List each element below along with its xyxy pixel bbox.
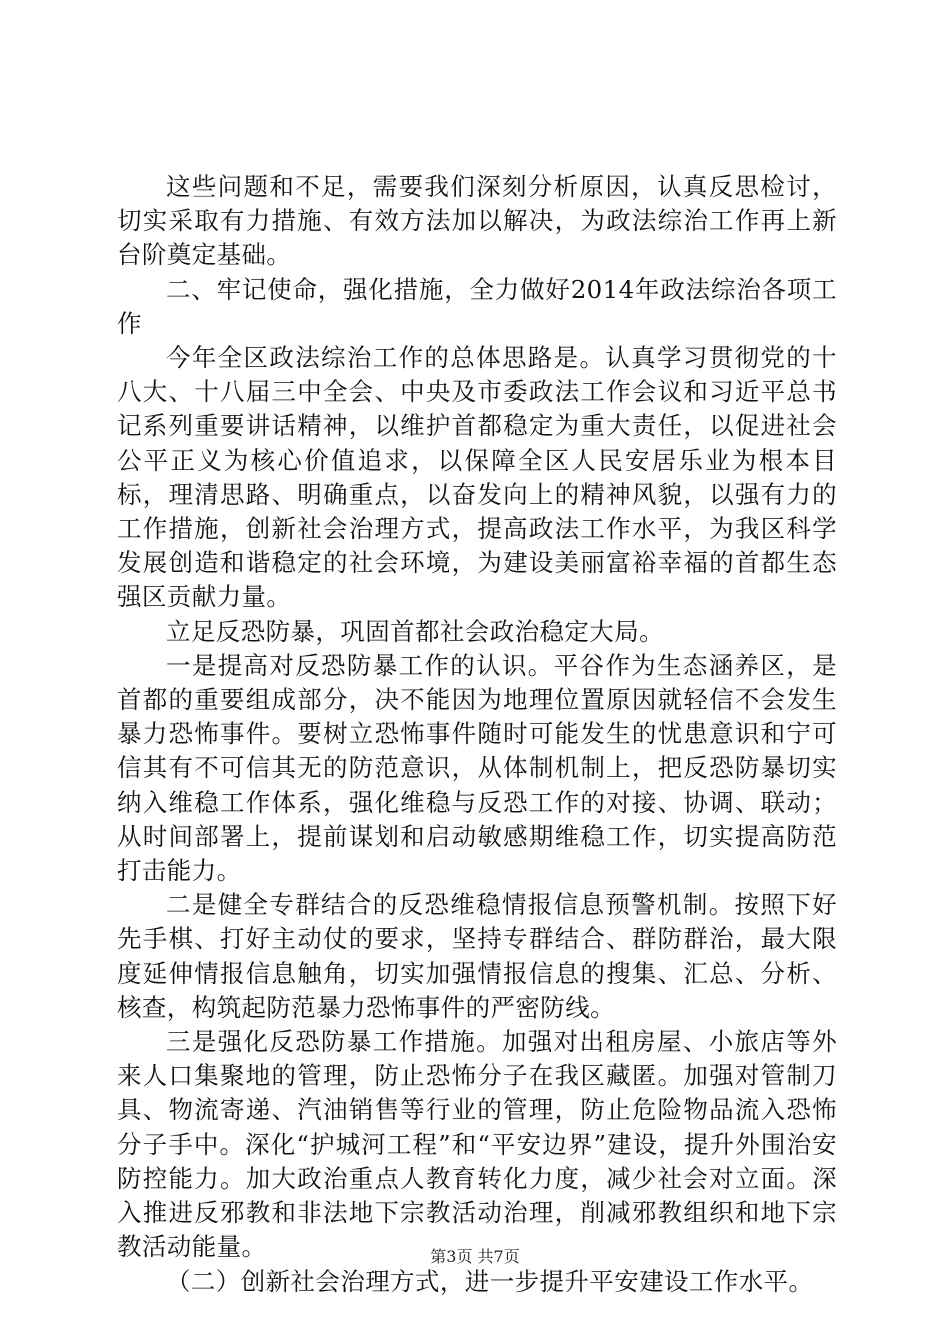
paragraph-point-three: 三是强化反恐防暴工作措施。加强对出租房屋、小旅店等外来人口集聚地的管理，防止恐怖分子在我区藏匿。加强对管制刀具、物流寄递、汽油销售等行业的管理，防止危险物品流入恐怖分子手中。深化“护城河工程”和“平安边界”建设，提升外围治安防控能力。加大政治重点人教育转化力度，减少社会对立面。深入推进反邪教和非法地下宗教活动治理，削减邪教组织和地下宗教活动能量。 — [117, 1027, 837, 1262]
paragraph-overall-approach: 今年全区政法综治工作的总体思路是。认真学习贯彻党的十八大、十八届三中全会、中央及市委政法工作会议和习近平总书记系列重要讲话精神，以维护首都稳定为重大责任，以促进社会公平正义为核心价值追求，以保障全区人民安居乐业为根本目标，理清思路、明确重点，以奋发向上的精神风貌，以强有力的工作措施，创新社会治理方式，提高政法工作水平，为我区科学发展创造和谐稳定的社会环境，为建设美丽富裕幸福的首都生态强区贡献力量。 — [117, 343, 837, 612]
subsection-heading-two: （二）创新社会治理方式，进一步提升平安建设工作水平。 — [166, 1266, 814, 1296]
page-footer — [0, 1247, 950, 1267]
paragraph-point-one: 一是提高对反恐防暴工作的认识。平谷作为生态涵养区，是首都的重要组成部分，决不能因为地理位置原因就轻信不会发生暴力恐怖事件。要树立恐怖事件随时可能发生的忧患意识和宁可信其有不可信其无的防范意识，从体制机制上，把反恐防暴切实纳入维稳工作体系，强化维稳与反恐工作的对接、协调、联动；从时间部署上，提前谋划和启动敏感期维稳工作，切实提高防范打击能力。 — [117, 650, 837, 886]
paragraph-problems-reflection: 这些问题和不足，需要我们深刻分析原因，认真反思检讨，切实采取有力措施、有效方法加以解决，为政法综治工作再上新台阶奠定基础。 — [117, 172, 837, 270]
document-body — [117, 170, 837, 1299]
section-heading-two: 二、牢记使命，强化措施，全力做好2014年政法综治各项工作 — [117, 274, 837, 338]
paragraph-point-two: 二是健全专群结合的反恐维稳情报信息预警机制。按照下好先手棋、打好主动仗的要求，坚持专群结合、群防群治，最大限度延伸情报信息触角，切实加强情报信息的搜集、汇总、分析、核查，构筑起防范暴力恐怖事件的严密防线。 — [117, 890, 837, 1022]
paragraph-anti-terror-heading: 立足反恐防暴，巩固首都社会政治稳定大局。 — [166, 616, 664, 646]
page-number-label: 第3页 共7页 — [430, 1247, 520, 1266]
